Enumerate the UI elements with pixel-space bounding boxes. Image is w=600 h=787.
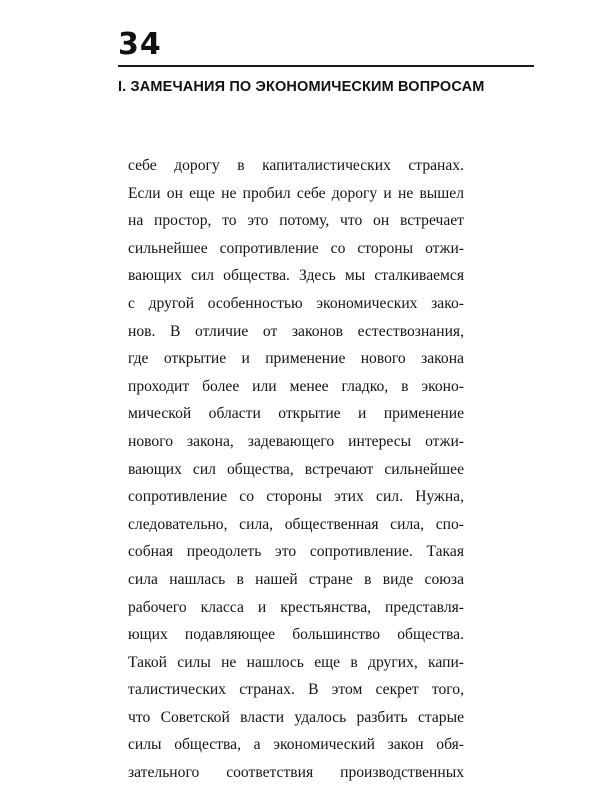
text-line: талистических странах. В этом секрет того, (128, 681, 464, 699)
text-line: силы общества, а экономический закон обя- (128, 736, 464, 754)
text-line: сильнейшее сопротивление со стороны отжи- (128, 239, 464, 257)
text-line: рабочего класса и крестьянства, представля- (128, 598, 464, 616)
text-line: вающих сил общества, встречают сильнейшее (128, 460, 464, 478)
page-number: 34 (118, 27, 162, 62)
text-line: зательного соответствия производственных (128, 764, 464, 782)
header-rule (118, 65, 534, 67)
running-head: I. ЗАМЕЧАНИЯ ПО ЭКОНОМИЧЕСКИМ ВОПРОСАМ (118, 79, 485, 95)
text-line: мической области открытие и применение (128, 405, 464, 423)
text-line: сопротивление со стороны этих сил. Нужна, (128, 488, 464, 506)
text-line: что Советской власти удалось разбить старые (128, 708, 464, 726)
text-line: где открытие и применение нового закона (128, 350, 464, 368)
text-line: нового закона, задевающего интересы отжи- (128, 432, 464, 450)
text-line: себе дорогу в капиталистических странах. (128, 157, 464, 174)
text-line: следовательно, сила, общественная сила, спо- (128, 515, 464, 533)
text-line: с другой особенностью экономических зако- (128, 294, 464, 312)
text-line: Такой силы не нашлось еще в других, капи- (128, 653, 464, 671)
text-line: проходит более или менее гладко, в эконо- (128, 377, 464, 395)
text-line: на простор, то это потому, что он встречает (128, 212, 464, 230)
body-text (128, 152, 464, 787)
text-line: ющих подавляющее большинство общества. (128, 626, 464, 644)
text-line: вающих сил общества. Здесь мы сталкиваемся (128, 267, 464, 285)
text-line: сила нашлась в нашей стране в виде союза (128, 570, 464, 588)
text-line: Если он еще не пробил себе дорогу и не вышел (128, 184, 464, 202)
text-line: собная преодолеть это сопротивление. Такая (128, 543, 464, 561)
text-line: нов. В отличие от законов естествознания, (128, 322, 464, 340)
